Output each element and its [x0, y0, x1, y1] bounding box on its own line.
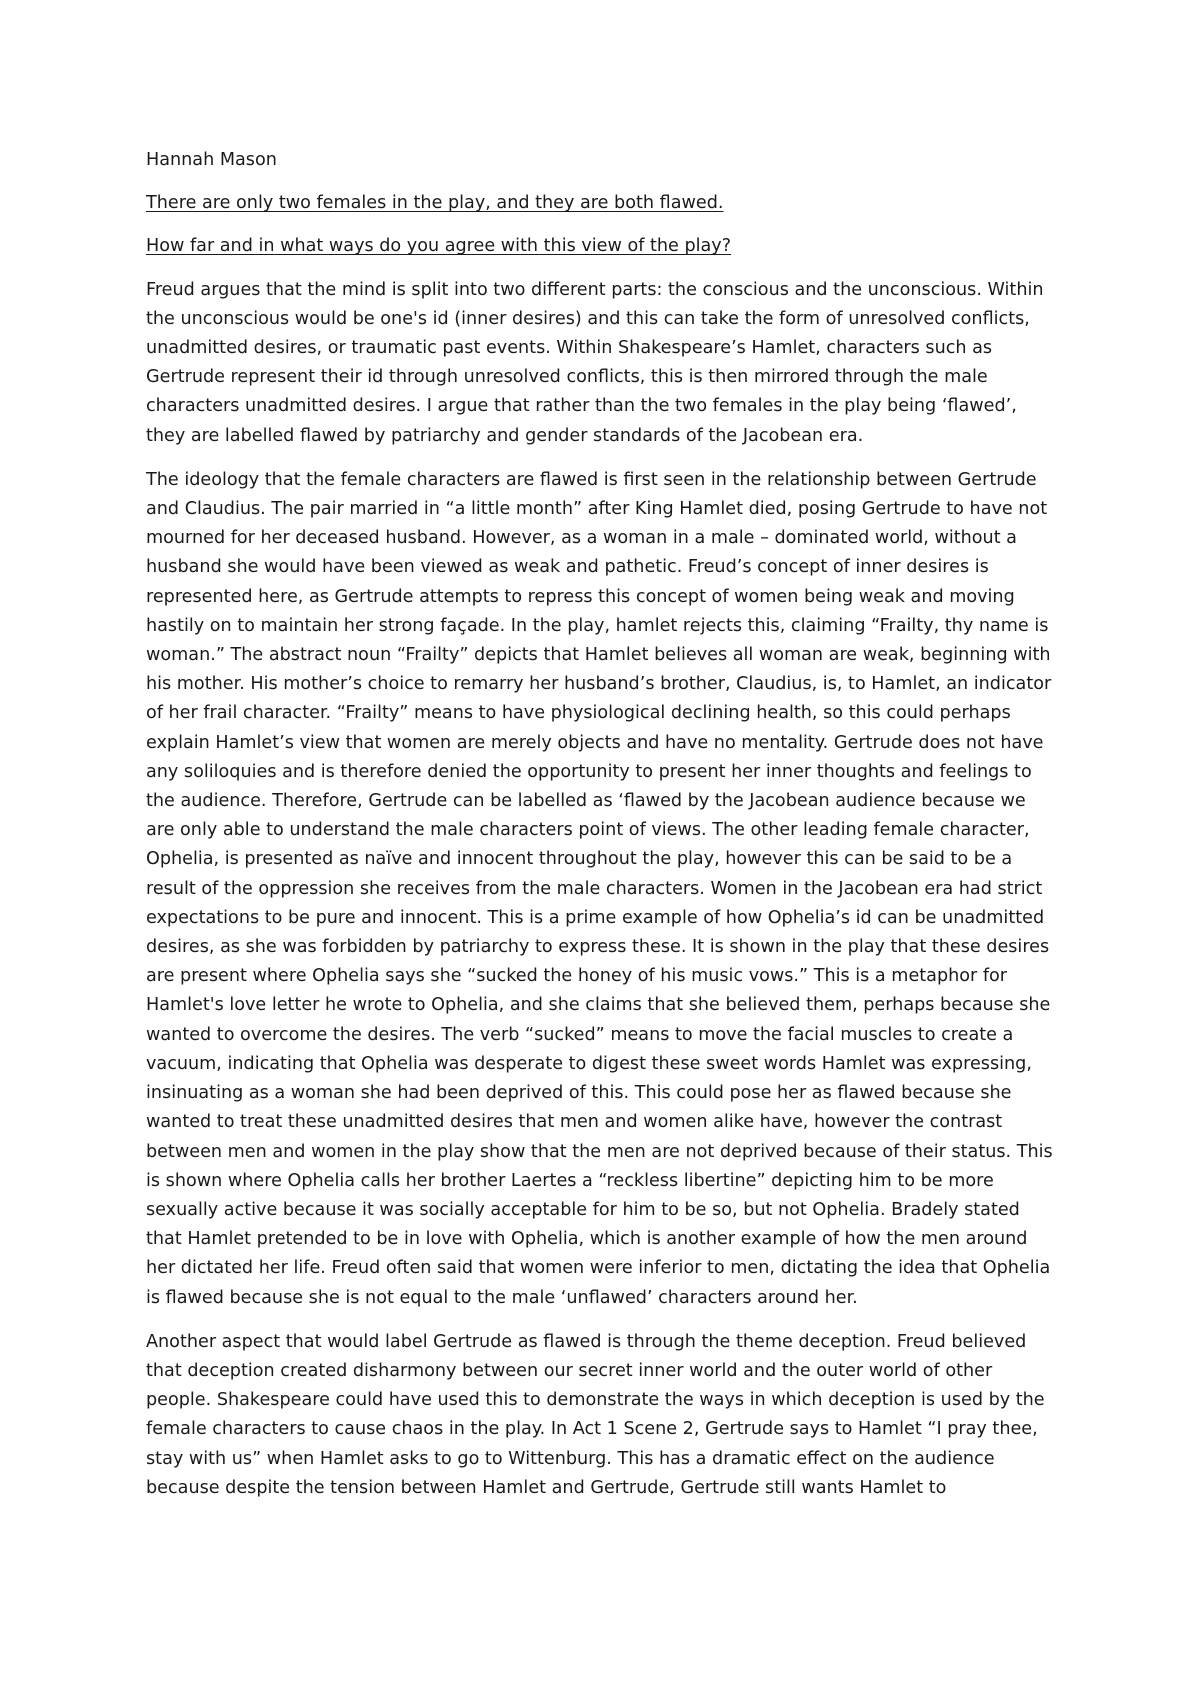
document-body [146, 146, 1058, 1518]
paragraph-introduction: Freud argues that the mind is split into two different parts: the conscious and the unconscious. Within the unconscious would be one's id (inner desires) and this can take the form of unresolved conflicts, unadmitted desires, or traumatic past events. Within Shakespeare’s Hamlet, characters such as Gertrude represent their id through unresolved conflicts, this is then mirrored through the male characters unadmitted desires. I argue that rather than the two females in the play being ‘flawed’, they are labelled flawed by patriarchy and gender standards of the Jacobean era. [146, 279, 1044, 446]
author-name: Hannah Mason [146, 150, 277, 170]
paragraph-body-1: The ideology that the female characters are flawed is first seen in the relationship between Gertrude and Claudius. The pair married in “a little month” after King Hamlet died, posing Gertrude to have not mourned for her deceased husband. However, as a woman in a male – dominated world, without a husband she would have been viewed as weak and pathetic. Freud’s concept of inner desires is represented here, as Gertrude attempts to repress this concept of women being weak and moving hastily on to maintain her strong façade. In the play, hamlet rejects this, claiming “Frailty, thy name is woman.” The abstract noun “Frailty” depicts that Hamlet believes all woman are weak, beginning with his mother. His mother’s choice to remarry her husband’s brother, Claudius, is, to Hamlet, an indicator of her frail character. “Frailty” means to have physiological declining health, so this could perhaps explain Hamlet’s view that women are merely objects and have no mentality. Gertrude does not have any soliloquies and is therefore denied the opportunity to present her inner thoughts and feelings to the audience. Therefore, Gertrude can be labelled as ‘flawed by the Jacobean audience because we are only able to understand the male characters point of views. The other leading female character, Ophelia, is presented as naïve and innocent throughout the play, however this can be said to be a result of the oppression she receives from the male characters. Women in the Jacobean era had strict expectations to be pure and innocent. This is a prime example of how Ophelia’s id can be unadmitted desires, as she was forbidden by patriarchy to express these. It is shown in the play that these desires are present where Ophelia says she “sucked the honey of his music vows.” This is a metaphor for Hamlet's love letter he wrote to Ophelia, and she claims that she believed them, perhaps because she wanted to overcome the desires. The verb “sucked” means to move the facial muscles to create a vacuum, indicating that Ophelia was desperate to digest these sweet words Hamlet was expressing, insinuating as a woman she had been deprived of this. This could pose her as flawed because she wanted to treat these unadmitted desires that men and women alike have, however the contrast between men and women in the play show that the men are not deprived because of their status. This is shown where Ophelia calls her brother Laertes a “reckless libertine” depicting him to be more sexually active because it was socially acceptable for him to be so, but not Ophelia. Bradely stated that Hamlet pretended to be in love with Ophelia, which is another example of how the men around her dictated her life. Freud often said that women were inferior to men, dictating the idea that Ophelia is flawed because she is not equal to the male ‘unflawed’ characters around her. [146, 469, 1053, 1308]
essay-statement: There are only two females in the play, and they are both flawed. [146, 193, 724, 214]
essay-question: How far and in what ways do you agree with this view of the play? [146, 236, 732, 257]
paragraph-body-2: Another aspect that would label Gertrude as flawed is through the theme deception. Freud believed that deception created disharmony between our secret inner world and the outer world of other people. Shakespeare could have used this to demonstrate the ways in which deception is used by the female characters to cause chaos in the play. In Act 1 Scene 2, Gertrude says to Hamlet “I pray thee, stay with us” when Hamlet asks to go to Wittenburg. This has a dramatic effect on the audience because despite the tension between Hamlet and Gertrude, Gertrude still wants Hamlet to [146, 1331, 1045, 1498]
